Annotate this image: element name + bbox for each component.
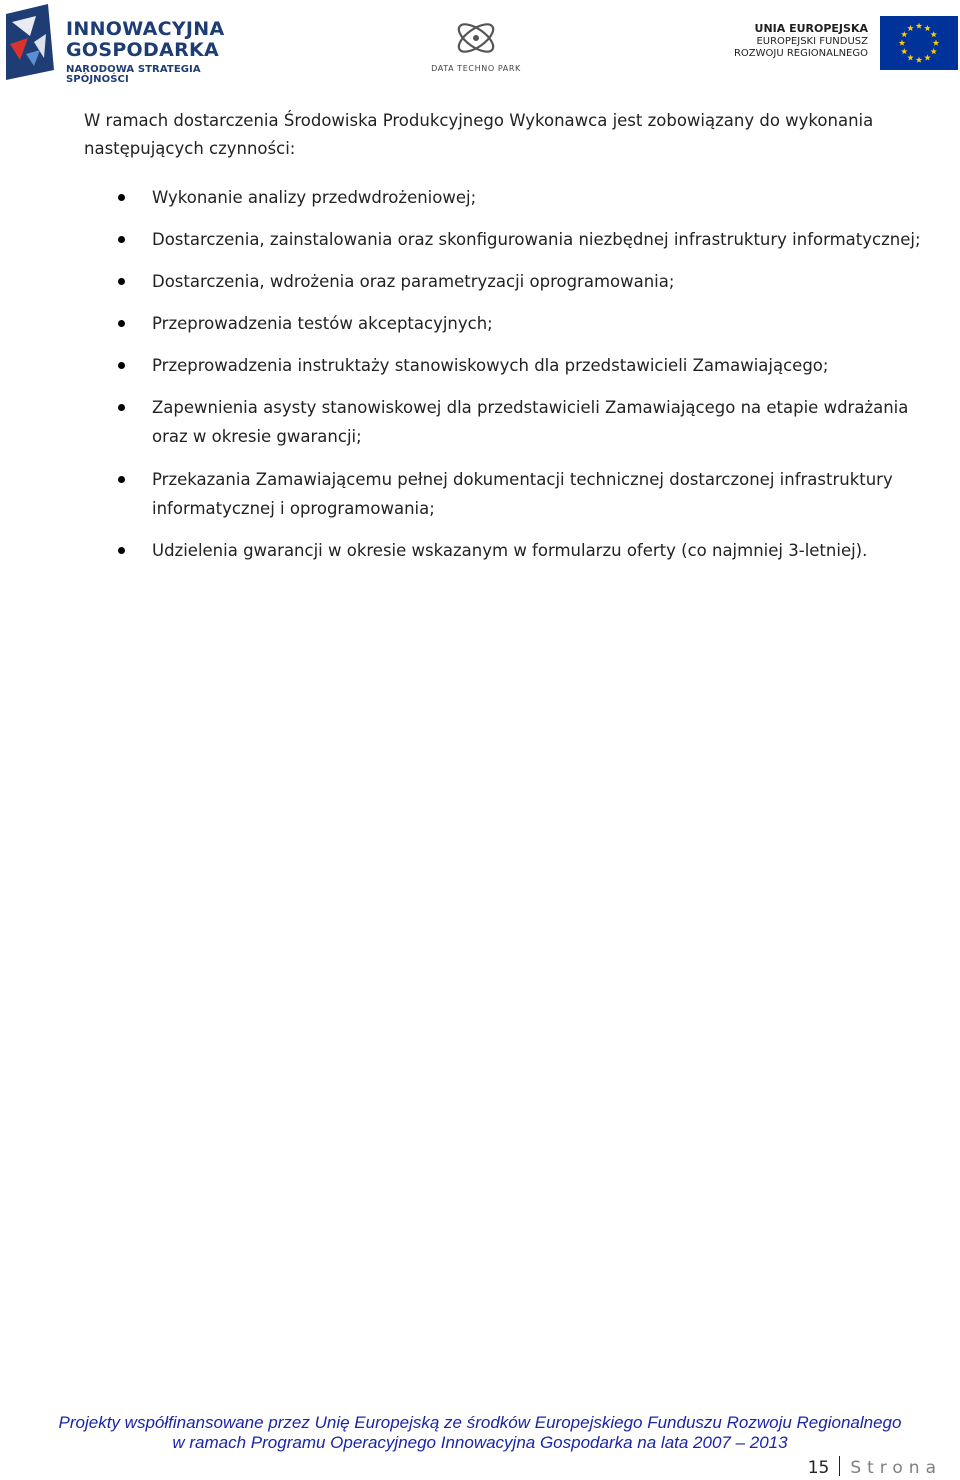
list-item-text: Zapewnienia asysty stanowiskowej dla przedstawicieli Zamawiającego na etapie wdrażania oraz w okresie gwarancji; xyxy=(152,398,909,446)
list-item xyxy=(152,465,942,523)
logo-right-line3: ROZWOJU REGIONALNEGO xyxy=(733,48,868,60)
logo-right-line1: UNIA EUROPEJSKA xyxy=(754,22,868,35)
list-item-text: Przeprowadzenia instruktaży stanowiskowych dla przedstawicieli Zamawiającego; xyxy=(152,356,829,375)
page-number xyxy=(808,1456,942,1478)
innowacyjna-gospodarka-logo xyxy=(6,4,246,85)
atom-icon xyxy=(452,12,500,62)
list-item xyxy=(152,267,942,296)
eu-flag-icon xyxy=(880,16,958,70)
eu-star-icon xyxy=(901,31,907,37)
list-item xyxy=(152,351,942,380)
bullet-icon xyxy=(118,194,125,201)
list-item-text: Przekazania Zamawiającemu pełnej dokumentacji technicznej dostarczonej infrastruktury informatycznej i oprogramowania; xyxy=(152,470,893,518)
intro-paragraph: W ramach dostarczenia Środowiska Produkcyjnego Wykonawca jest zobowiązany do wykonania następujących czynności: xyxy=(84,111,874,158)
logo-center-text: DATA TECHNO PARK xyxy=(431,64,521,73)
footer xyxy=(0,1413,960,1453)
logo-left-line2: GOSPODARKA xyxy=(66,39,220,61)
bullet-icon xyxy=(118,236,125,243)
footer-line1: Projekty współfinansowane przez Unię Europejską ze środków Europejskiego Funduszu Rozwoju Regionalnego xyxy=(58,1413,902,1432)
page-number-value: 15 xyxy=(807,1458,830,1478)
innowacyjna-gospodarka-emblem-icon xyxy=(6,4,60,80)
bullet-icon xyxy=(118,404,125,411)
logo-left-line1: INNOWACYJNA xyxy=(66,18,225,40)
page-separator xyxy=(839,1456,840,1476)
list-item xyxy=(152,183,942,212)
eu-star-icon xyxy=(907,54,913,60)
footer-line2: w ramach Programu Operacyjnego Innowacyjna Gospodarka na lata 2007 – 2013 xyxy=(172,1433,788,1452)
eu-erdf-logo xyxy=(730,16,958,76)
eu-star-icon xyxy=(924,25,930,31)
list-item-text: Dostarczenia, wdrożenia oraz parametryzacji oprogramowania; xyxy=(152,272,675,291)
list-item xyxy=(152,225,942,254)
eu-star-icon xyxy=(916,23,922,29)
eu-star-icon xyxy=(930,31,936,37)
bullet-icon xyxy=(118,476,125,483)
eu-star-icon xyxy=(916,57,922,63)
eu-star-icon xyxy=(899,40,905,46)
list-item-text: Przeprowadzenia testów akceptacyjnych; xyxy=(152,314,493,333)
data-techno-park-logo xyxy=(424,12,528,76)
logo-left-line3: NARODOWA STRATEGIA SPÓJNOŚCI xyxy=(66,64,201,85)
list-item xyxy=(152,536,942,565)
eu-star-icon xyxy=(901,48,907,54)
list-item-text: Dostarczenia, zainstalowania oraz skonfigurowania niezbędnej infrastruktury informatycznej; xyxy=(152,230,921,249)
list-item xyxy=(152,309,942,338)
eu-star-icon xyxy=(930,48,936,54)
list-item-text: Wykonanie analizy przedwdrożeniowej; xyxy=(152,188,477,207)
list-item xyxy=(152,393,942,451)
list-item-text: Udzielenia gwarancji w okresie wskazanym w formularzu oferty (co najmniej 3-letniej). xyxy=(152,541,868,560)
bullet-icon xyxy=(118,362,125,369)
bullet-icon xyxy=(118,320,125,327)
logo-right-line2: EUROPEJSKI FUNDUSZ xyxy=(756,35,868,47)
page-label: Strona xyxy=(850,1458,942,1478)
eu-star-icon xyxy=(907,25,913,31)
bullet-icon xyxy=(118,547,125,554)
bullet-icon xyxy=(118,278,125,285)
eu-star-icon xyxy=(924,54,930,60)
eu-star-icon xyxy=(933,40,939,46)
